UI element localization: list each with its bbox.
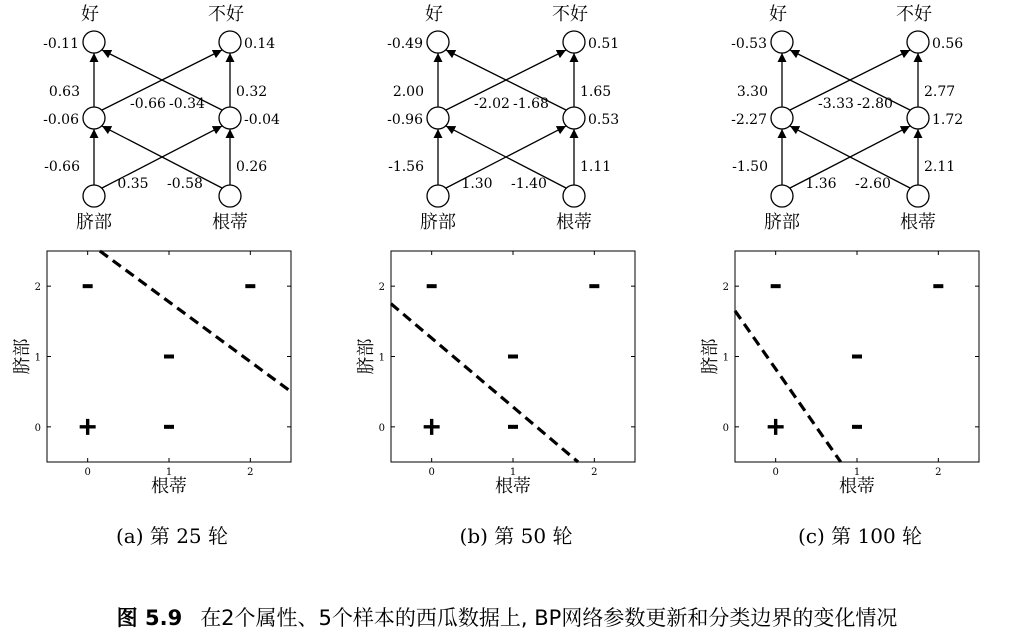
input-label-navel: 脐部 [764,212,800,233]
weight-input1-hidden2: 1.36 [805,176,837,192]
weight-hidden2-output1: -1.68 [513,96,549,112]
input-node-2 [907,185,929,207]
weight-hidden1-output2: -0.66 [130,96,166,112]
subfigure-caption: (b) 第 50 轮 [459,524,573,548]
output-threshold-2: 0.14 [244,36,276,52]
weight-hidden2-output2: 2.77 [924,84,956,100]
decision-boundary [100,251,291,392]
y-axis-label: 脐部 [356,338,377,375]
weight-hidden1-output1: 0.63 [48,84,80,100]
x-tick-label: 1 [853,467,861,478]
input-node-1 [771,185,793,207]
weight-hidden2-output2: 0.32 [236,84,268,100]
input-label-root: 根蒂 [900,212,936,233]
output-threshold-2: 0.51 [588,36,620,52]
weight-hidden1-output2: -2.02 [474,96,510,112]
weight-hidden1-output2: -3.33 [818,96,854,112]
output-node-1 [83,31,105,53]
panel-1 [12,4,291,548]
point-positive [424,419,440,435]
weight-hidden2-output1: -2.80 [857,96,893,112]
point-positive [768,419,784,435]
y-tick-label: 0 [722,422,729,434]
figure-caption [0,602,1014,632]
output-node-2 [907,31,929,53]
hidden-threshold-1: -0.06 [43,112,79,128]
y-tick-label: 1 [378,352,385,364]
subfigure-caption: (c) 第 100 轮 [797,524,923,548]
x-tick-label: 0 [428,467,435,478]
y-tick-label: 2 [34,282,41,294]
panel-2 [356,4,635,548]
hidden-threshold-1: -2.27 [731,112,767,128]
weight-input2-hidden2: 0.26 [236,159,268,175]
x-tick-label: 2 [591,467,598,478]
output-threshold-1: -0.49 [387,36,423,52]
weight-input1-hidden2: 1.30 [461,176,493,192]
hidden-node-2 [907,107,929,129]
hidden-node-1 [83,107,105,129]
output-label-good: 好 [81,4,99,25]
weight-input1-hidden1: -1.50 [732,159,768,175]
y-tick-label: 2 [722,282,729,294]
x-axis-label: 根蒂 [151,476,187,497]
weight-hidden1-output1: 3.30 [736,84,768,100]
input-node-2 [219,185,241,207]
input-label-root: 根蒂 [556,212,592,233]
decision-boundary [391,304,578,462]
point-positive [80,419,96,435]
panel-3 [700,4,979,548]
input-node-2 [563,185,585,207]
hidden-threshold-2: -0.04 [244,112,280,128]
x-tick-label: 0 [772,467,779,478]
weight-input1-hidden1: -0.66 [44,159,80,175]
x-axis-label: 根蒂 [495,476,531,497]
output-threshold-1: -0.11 [43,36,79,52]
weight-input2-hidden1: -1.40 [511,176,547,192]
y-tick-label: 0 [378,422,385,434]
hidden-node-2 [563,107,585,129]
weight-input2-hidden1: -0.58 [167,176,203,192]
weight-input2-hidden2: 2.11 [924,159,956,175]
input-node-1 [427,185,449,207]
x-tick-label: 2 [935,467,942,478]
output-label-good: 好 [425,4,443,25]
y-tick-label: 2 [378,282,385,294]
output-node-2 [563,31,585,53]
figure-label: 图 5.9 [116,606,183,630]
input-label-root: 根蒂 [212,212,248,233]
output-label-bad: 不好 [552,4,588,25]
input-label-navel: 脐部 [420,212,456,233]
output-threshold-2: 0.56 [932,36,964,52]
input-label-navel: 脐部 [76,212,112,233]
x-tick-label: 1 [165,467,173,478]
weight-input2-hidden1: -2.60 [855,176,891,192]
figure-caption-text: 在2个属性、5个样本的西瓜数据上, BP网络参数更新和分类边界的变化情况 [200,606,898,630]
y-tick-label: 0 [34,422,41,434]
weight-input2-hidden2: 1.11 [580,159,612,175]
weight-input1-hidden2: 0.35 [117,176,149,192]
y-axis-label: 脐部 [12,338,33,375]
output-threshold-1: -0.53 [731,36,767,52]
output-label-bad: 不好 [896,4,932,25]
y-tick-label: 1 [722,352,729,364]
x-tick-label: 1 [509,467,517,478]
x-tick-label: 2 [247,467,254,478]
hidden-threshold-2: 0.53 [588,112,620,128]
input-node-1 [83,185,105,207]
x-tick-label: 0 [84,467,91,478]
weight-hidden1-output1: 2.00 [392,84,424,100]
y-axis-label: 脐部 [700,338,721,375]
decision-boundary [735,311,841,462]
hidden-threshold-2: 1.72 [932,112,964,128]
hidden-node-1 [771,107,793,129]
weight-input1-hidden1: -1.56 [388,159,424,175]
output-node-2 [219,31,241,53]
output-label-good: 好 [769,4,787,25]
weight-hidden2-output2: 1.65 [580,84,612,100]
output-label-bad: 不好 [208,4,244,25]
hidden-threshold-1: -0.96 [387,112,423,128]
hidden-node-2 [219,107,241,129]
output-node-1 [771,31,793,53]
x-axis-label: 根蒂 [839,476,875,497]
y-tick-label: 1 [34,352,41,364]
subfigure-caption: (a) 第 25 轮 [115,524,229,548]
hidden-node-1 [427,107,449,129]
weight-hidden2-output1: -0.34 [169,96,205,112]
output-node-1 [427,31,449,53]
